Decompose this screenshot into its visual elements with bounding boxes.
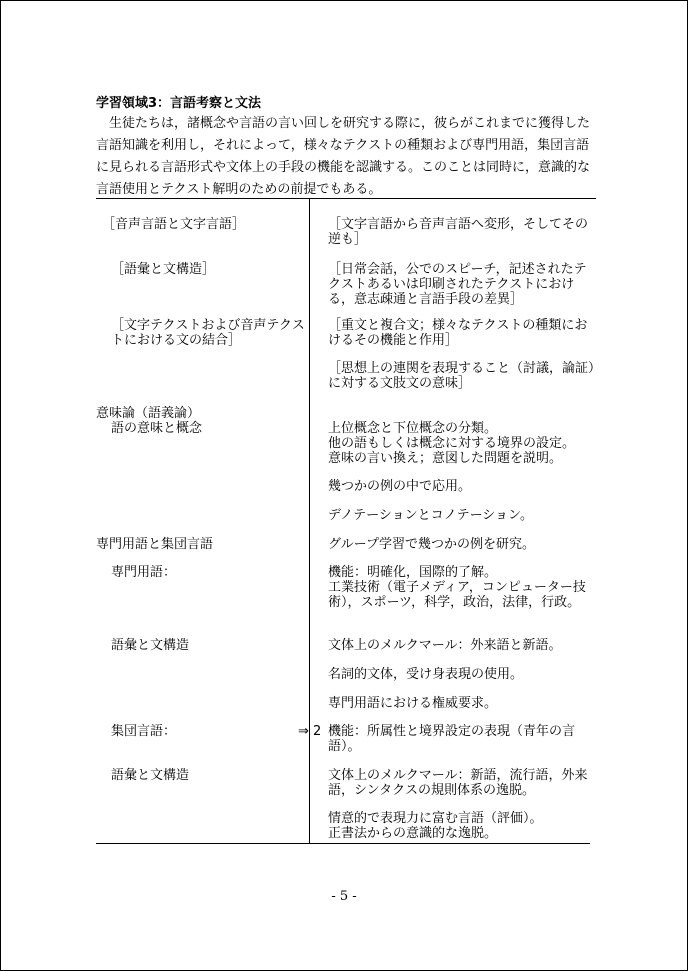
- left-item-spoken-written: ［音声言語と文字言語］: [102, 217, 246, 232]
- right-item-denotation: デノテーションとコノテーション。: [328, 508, 534, 523]
- right-item-communication-diff: ［日常会話，公でのスピーチ，記述されたテクストあるいは印刷されたテクストにおける，意志疎通と言語手段の差異］: [328, 262, 587, 307]
- left-item-word-meaning: 語の意味と概念: [111, 421, 203, 436]
- intro-paragraph: 生徒たちは，諸概念や言語の言い回しを研究する際に，彼らがこれまでに獲得した言語知識を利用し，それによって，様々なテクストの種類および専門用語，集団言語に見られる言語形式や文体上の手段の機能を認識する。このことは同時に，意識的な言語使用とテクスト解明のための前提でもある。: [96, 116, 591, 197]
- left-item-vocab-syntax: ［語彙と文構造］: [111, 262, 216, 277]
- right-item-classification: 上位概念と下位概念の分類。: [328, 421, 498, 436]
- left-item-vocab-syntax-3: 語彙と文構造: [111, 768, 190, 783]
- right-item-loanwords: 文体上のメルクマール：外来語と新語。: [328, 638, 562, 653]
- page-number: - 5 -: [331, 889, 357, 904]
- right-item-paraphrase: 意味の言い換え；意図した問題を説明。: [328, 451, 563, 466]
- right-item-fields: 工業技術（電子メディア，コンピューター技術），スポーツ，科学，政治，法律，行政。: [328, 580, 586, 610]
- left-item-jargon: 専門用語：: [111, 565, 177, 580]
- right-item-boundary: 他の語もしくは概念に対する境界の設定。: [328, 436, 576, 451]
- left-item-group-language: 集団言語：: [111, 724, 177, 739]
- section-heading: 学習領域3：言語考察と文法: [96, 96, 262, 111]
- left-item-sentence-linking: ［文字テクストおよび音声テクストにおける文の結合］: [111, 318, 305, 348]
- left-item-semantics: 意味論（語義論）: [96, 406, 201, 421]
- table-column-divider: [309, 198, 310, 843]
- table-bottom-rule: [96, 843, 590, 844]
- right-item-argumentation: ［思想上の連関を表現すること（討議，論証）に対する文肢文の意味］: [328, 361, 595, 391]
- right-item-group-study: グループ学習で幾つかの例を研究。: [328, 537, 535, 552]
- right-item-nominal-style: 名詞的文体，受け身表現の使用。: [328, 667, 524, 682]
- left-item-vocab-syntax-2: 語彙と文構造: [111, 638, 190, 653]
- left-item-jargon-group-language: 専門用語と集団言語: [96, 537, 214, 552]
- right-item-compound-sentences: ［重文と複合文；様々なテクストの種類におけるその機能と作用］: [328, 318, 588, 348]
- right-item-neologisms: 文体上のメルクマール：新語，流行語，外来語，シンタクスの規則体系の逸脱。: [328, 768, 588, 798]
- right-item-function-clarity: 機能：明確化，国際的了解。: [328, 565, 498, 580]
- arrow-marker: ⇒ 2: [298, 724, 322, 739]
- right-item-authority: 専門用語における権威要求。: [328, 696, 498, 711]
- right-item-orthography: 正書法からの意識的な逸脱。: [328, 826, 498, 841]
- right-item-emotive: 情意的で表現力に富む言語（評価）。: [328, 811, 543, 826]
- table-top-rule: [96, 198, 596, 199]
- right-item-apply: 幾つかの例の中で応用。: [328, 479, 472, 494]
- right-item-transform: ［文字言語から音声言語へ変形，そしてその逆も］: [328, 217, 589, 247]
- right-item-belonging: 機能：所属性と境界設定の表現（青年の言語）。: [328, 724, 576, 754]
